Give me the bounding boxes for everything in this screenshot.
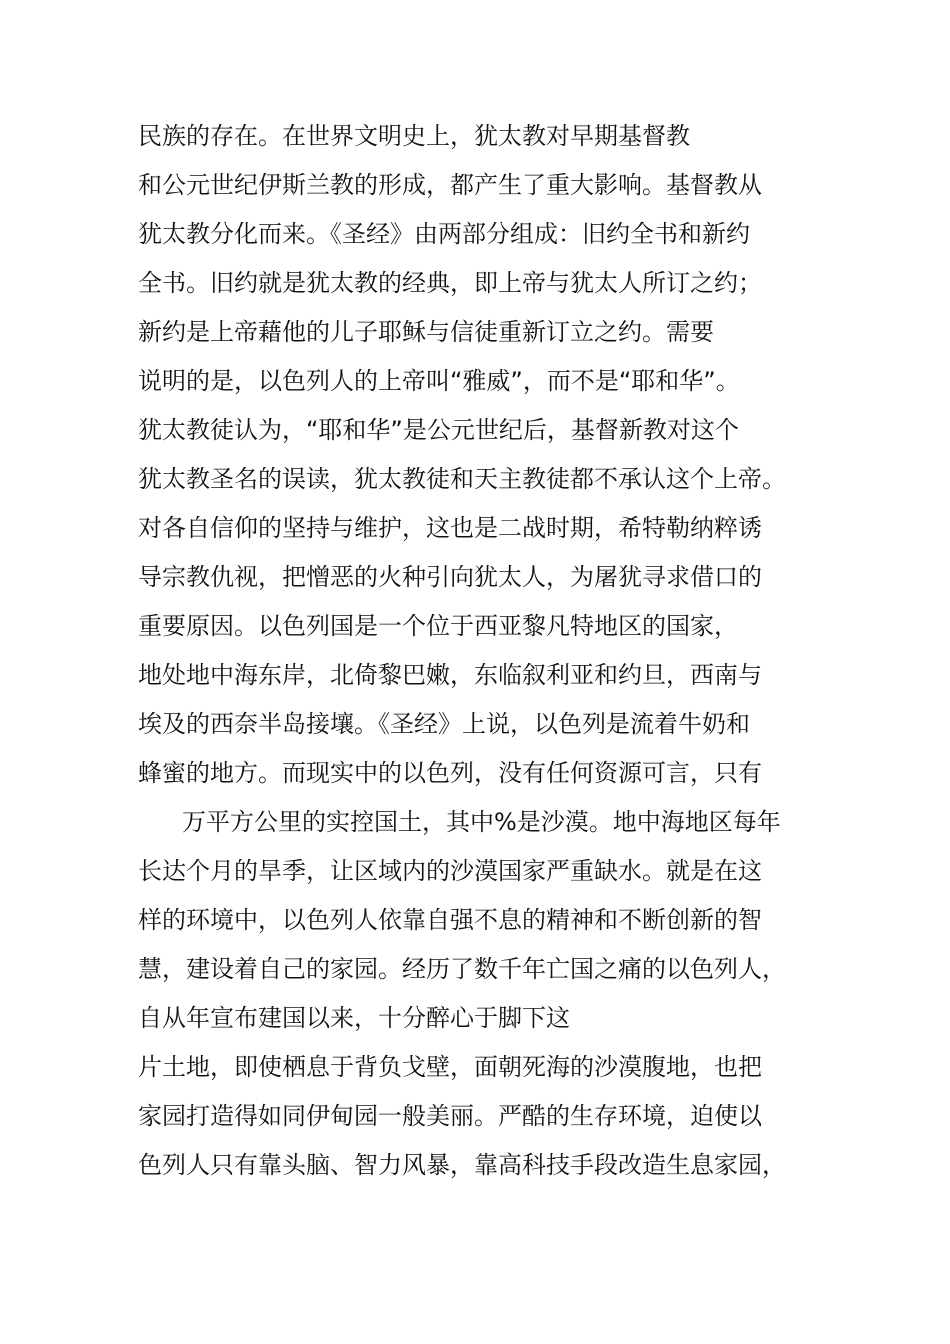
paragraph-first-line: 万平方公里的实控国土，其中%是沙漠。地中海地区每年	[182, 808, 781, 836]
text-line: 蜂蜜的地方。而现实中的以色列，没有任何资源可言，只有	[138, 759, 762, 787]
text-line: 说明的是，以色列人的上帝叫“雅威”，而不是“耶和华”。	[138, 367, 740, 395]
text-line: 样的环境中，以色列人依靠自强不息的精神和不断创新的智	[138, 906, 762, 934]
text-line: 慧，建设着自己的家园。经历了数千年亡国之痛的以色列人，	[138, 955, 786, 983]
text-line: 对各自信仰的坚持与维护，这也是二战时期，希特勒纳粹诱	[138, 514, 762, 542]
text-line: 和公元世纪伊斯兰教的形成，都产生了重大影响。基督教从	[138, 171, 762, 199]
text-line: 全书。旧约就是犹太教的经典，即上帝与犹太人所订之约；	[138, 269, 762, 297]
text-line: 色列人只有靠头脑、智力风暴，靠高科技手段改造生息家园，	[138, 1151, 786, 1179]
text-line: 犹太教圣名的误读，犹太教徒和天主教徒都不承认这个上帝。	[138, 465, 786, 493]
text-line: 埃及的西奈半岛接壤。《圣经》上说，以色列是流着牛奶和	[138, 710, 750, 738]
text-line: 自从年宣布建国以来，十分醉心于脚下这	[138, 1004, 570, 1032]
text-line: 重要原因。以色列国是一个位于西亚黎凡特地区的国家，	[138, 612, 738, 640]
text-line: 地处地中海东岸，北倚黎巴嫩，东临叙利亚和约旦，西南与	[138, 661, 762, 689]
text-line: 犹太教分化而来。《圣经》由两部分组成：旧约全书和新约	[138, 220, 750, 248]
text-line: 长达个月的旱季，让区域内的沙漠国家严重缺水。就是在这	[138, 857, 762, 885]
text-line: 民族的存在。在世界文明史上，犹太教对早期基督教	[138, 122, 690, 150]
text-line: 片土地，即使栖息于背负戈壁，面朝死海的沙漠腹地，也把	[138, 1053, 762, 1081]
text-line: 家园打造得如同伊甸园一般美丽。严酷的生存环境，迫使以	[138, 1102, 762, 1130]
body-text	[138, 112, 838, 1190]
text-line: 导宗教仇视，把憎恶的火种引向犹太人，为屠犹寻求借口的	[138, 563, 762, 591]
text-line: 新约是上帝藉他的儿子耶稣与信徒重新订立之约。需要	[138, 318, 714, 346]
text-line: 犹太教徒认为，“耶和华”是公元世纪后，基督新教对这个	[138, 416, 739, 444]
